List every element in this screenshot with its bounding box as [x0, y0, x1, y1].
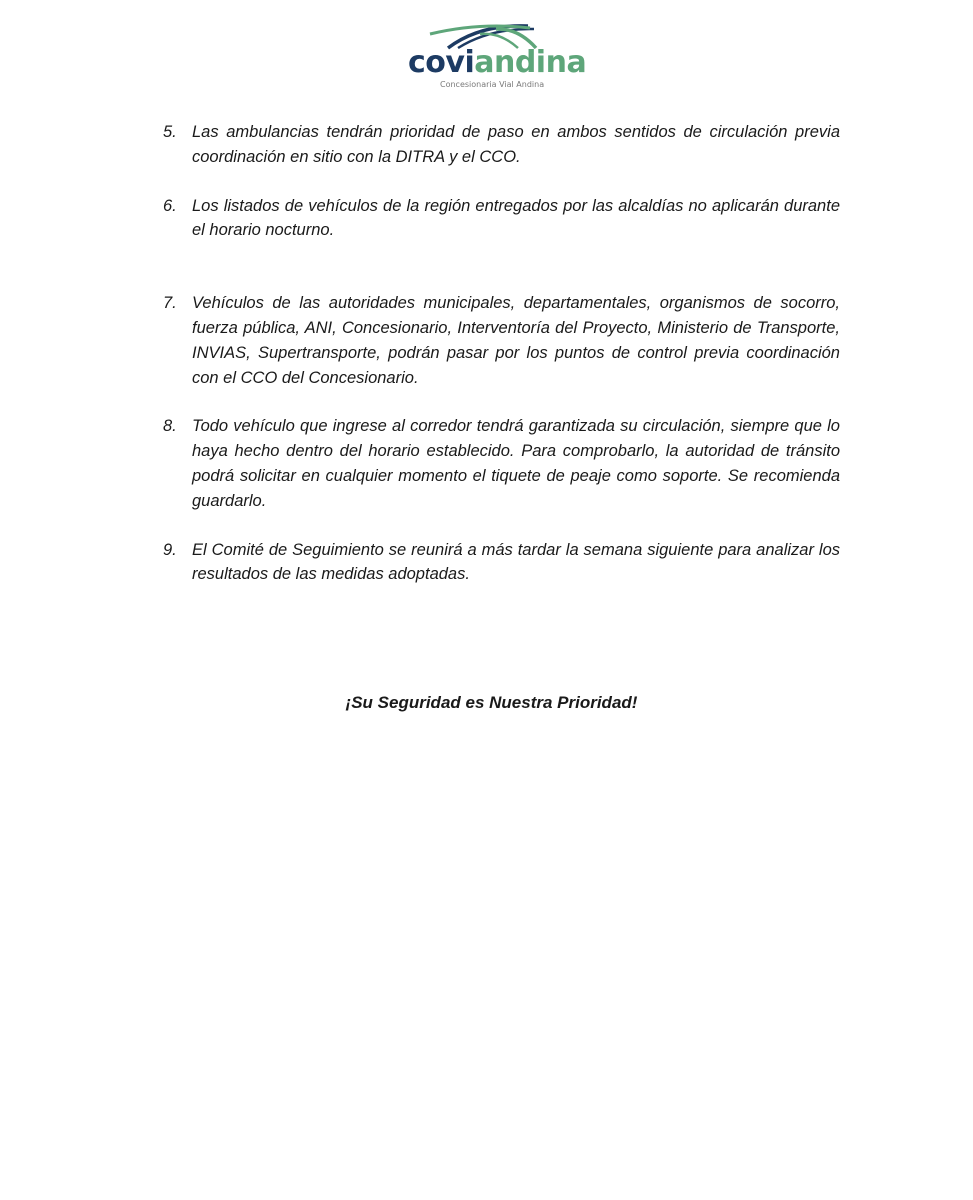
logo-wordmark: [408, 46, 586, 80]
item-number: 7.: [163, 294, 177, 313]
item-text: El Comité de Seguimiento se reunirá a más tardar la semana siguiente para analizar los resultados de las medidas adoptadas.: [192, 540, 840, 584]
coviandina-logo: [400, 20, 585, 95]
footer-slogan: ¡Su Seguridad es Nuestra Prioridad!: [345, 693, 638, 712]
item-text: Las ambulancias tendrán prioridad de paso en ambos sentidos de circulación previa coordinación en sitio con la DITRA y el CCO.: [192, 123, 840, 166]
item-number: 5.: [163, 123, 177, 141]
item-number: 9.: [163, 540, 177, 559]
logo-word-andina: andina: [474, 45, 587, 80]
list-item-9: [160, 538, 840, 588]
list-item-6: [160, 194, 840, 244]
item-text: Vehículos de las autoridades municipales, departamentales, organismos de socorro, fuerza pública, ANI, Concesionario, Interventoría del Proyecto, Ministerio de Transporte, INVIAS, Supertransporte, podrán pasar por los puntos de control previa coordinación con el CCO del Concesionario.: [192, 294, 840, 387]
logo-tagline: Concesionaria Vial Andina: [440, 80, 545, 89]
list-item-5: [160, 120, 840, 170]
list-item-7: [160, 291, 840, 390]
item-number: 6.: [163, 196, 177, 215]
measures-list: [160, 120, 840, 587]
logo-word-covi: covi: [408, 45, 475, 80]
list-item-8: [160, 414, 840, 513]
item-number: 8.: [163, 417, 177, 436]
item-text: Todo vehículo que ingrese al corredor tendrá garantizada su circulación, siempre que lo haya hecho dentro del horario establecido. Para comprobarlo, la autoridad de tránsito podrá solicitar en cualquier momento el tiquete de peaje como soporte. Se recomienda guardarlo.: [192, 417, 840, 510]
item-text: Los listados de vehículos de la región entregados por las alcaldías no aplicarán durante el horario nocturno.: [192, 196, 840, 240]
